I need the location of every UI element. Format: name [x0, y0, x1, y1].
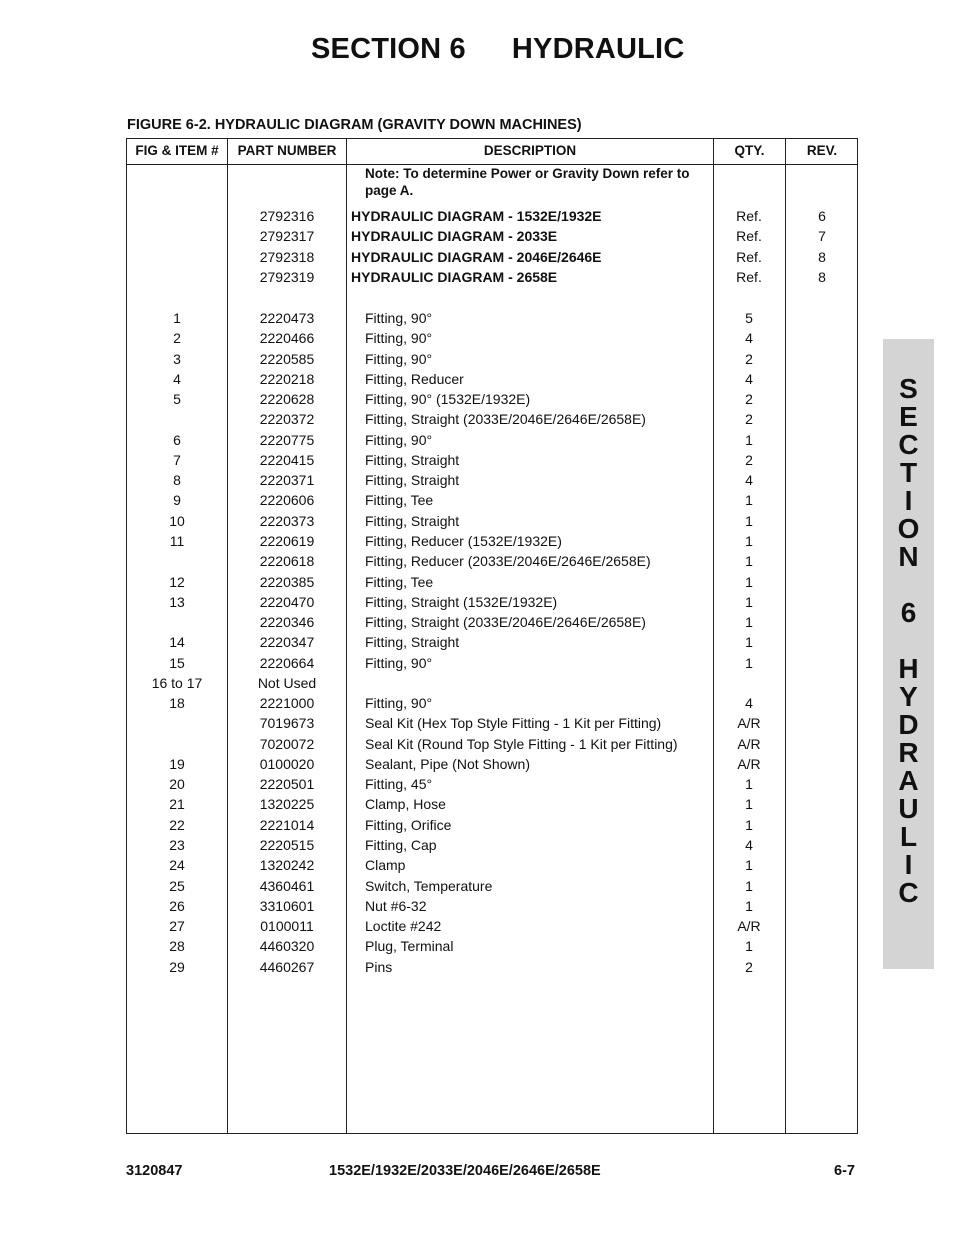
- part-number: 2220385: [259, 573, 315, 590]
- quantity: 4: [745, 472, 753, 489]
- quantity: 1: [745, 573, 753, 590]
- table-row: [127, 429, 857, 449]
- description: Fitting, Orifice: [365, 816, 452, 833]
- description: Fitting, 90°: [365, 310, 433, 327]
- item-number: 2: [173, 330, 181, 347]
- side-tab-letter: H: [898, 653, 919, 684]
- table-row: [127, 652, 857, 672]
- description: HYDRAULIC DIAGRAM - 2033E: [351, 228, 558, 245]
- description: Fitting, 90° (1532E/1932E): [365, 391, 531, 408]
- part-number: 7020072: [259, 735, 315, 752]
- part-number: 2792319: [259, 268, 315, 285]
- side-tab-letter: C: [898, 877, 919, 908]
- table-row: [127, 408, 857, 428]
- revision: 8: [818, 268, 826, 285]
- side-tab-letter: S: [899, 373, 918, 404]
- table-row: [127, 814, 857, 834]
- section-heading: [311, 33, 684, 66]
- side-tab-letter: A: [898, 765, 919, 796]
- quantity: 1: [745, 816, 753, 833]
- description: Fitting, 90°: [365, 330, 433, 347]
- part-number: 2220515: [259, 836, 315, 853]
- table-row: [127, 510, 857, 530]
- part-number: 2792316: [259, 208, 315, 224]
- item-number: 10: [169, 512, 185, 529]
- table-row: [127, 834, 857, 854]
- table-row: [127, 307, 857, 327]
- description: Seal Kit (Round Top Style Fitting - 1 Kit per Fitting): [365, 735, 678, 752]
- item-number: 20: [169, 776, 185, 793]
- part-number: 2220347: [259, 634, 315, 651]
- item-number: 24: [169, 857, 185, 874]
- quantity: 1: [745, 897, 753, 914]
- quantity: 2: [745, 958, 753, 975]
- item-number: 23: [169, 836, 185, 853]
- table-row: [127, 266, 857, 286]
- description: Fitting, Straight (1532E/1932E): [365, 593, 558, 610]
- table-row: [127, 875, 857, 895]
- quantity: 1: [745, 857, 753, 874]
- header-description: DESCRIPTION: [483, 143, 577, 158]
- table-row: [127, 205, 857, 225]
- item-number: 9: [173, 492, 181, 509]
- description: Fitting, Reducer (2033E/2046E/2646E/2658E): [365, 553, 651, 570]
- table-row: [127, 773, 857, 793]
- quantity: A/R: [737, 918, 761, 935]
- side-tab-letter: D: [898, 709, 919, 740]
- description: Fitting, 90°: [365, 350, 433, 367]
- table-row: [127, 854, 857, 874]
- quantity: 1: [745, 877, 753, 894]
- quantity: 1: [745, 654, 753, 671]
- section-name: HYDRAULIC: [511, 33, 685, 65]
- revision: 6: [818, 208, 826, 224]
- page-number: 6-7: [834, 1163, 855, 1179]
- revision: 7: [818, 228, 826, 245]
- item-number: 19: [169, 755, 185, 772]
- description: Loctite #242: [365, 918, 442, 935]
- quantity: 2: [745, 391, 753, 408]
- quantity: 2: [745, 451, 753, 468]
- footer-models: 1532E/1932E/2033E/2046E/2646E/2658E: [329, 1163, 601, 1179]
- description: Fitting, 90°: [365, 431, 433, 448]
- quantity: 2: [745, 350, 753, 367]
- quantity: 4: [745, 370, 753, 387]
- part-number: 2220618: [259, 553, 315, 570]
- quantity: Ref.: [736, 228, 762, 245]
- description: Fitting, Straight: [365, 472, 460, 489]
- table-row: [127, 571, 857, 591]
- item-number: 6: [173, 431, 181, 448]
- quantity: A/R: [737, 755, 761, 772]
- part-number: 7019673: [259, 715, 315, 732]
- description: HYDRAULIC DIAGRAM - 2658E: [351, 268, 558, 285]
- table-row: [127, 631, 857, 651]
- table-row: [127, 793, 857, 813]
- header-qty: QTY.: [734, 143, 765, 158]
- quantity: 4: [745, 836, 753, 853]
- description: Fitting, Straight (2033E/2046E/2646E/2658E): [365, 614, 646, 631]
- item-number: 25: [169, 877, 185, 894]
- table-row: [127, 530, 857, 550]
- header-part-number: PART NUMBER: [237, 143, 337, 158]
- part-number: 2220619: [259, 532, 315, 549]
- table-row: [127, 672, 857, 692]
- quantity: Ref.: [736, 248, 762, 265]
- parts-table: [126, 138, 858, 1134]
- description: Nut #6-32: [365, 897, 427, 914]
- part-number: 2792318: [259, 248, 315, 265]
- quantity: 4: [745, 330, 753, 347]
- item-number: 3: [173, 350, 181, 367]
- quantity: 5: [745, 310, 753, 327]
- item-number: 14: [169, 634, 185, 651]
- table-row: [127, 550, 857, 570]
- item-number: 8: [173, 472, 181, 489]
- table-row: [127, 611, 857, 631]
- item-number: 11: [169, 532, 185, 549]
- part-number: 2220466: [259, 330, 315, 347]
- part-number: 4360461: [259, 877, 315, 894]
- part-number: 0100020: [259, 755, 315, 772]
- table-row: [127, 388, 857, 408]
- description: Fitting, 90°: [365, 654, 433, 671]
- header-rev: REV.: [806, 143, 838, 158]
- part-number: 2220664: [259, 654, 315, 671]
- item-number: 12: [169, 573, 185, 590]
- side-tab-letter: O: [897, 513, 920, 544]
- quantity: 1: [745, 593, 753, 610]
- table-row: [127, 469, 857, 489]
- quantity: Ref.: [736, 208, 762, 224]
- table-row: [127, 489, 857, 509]
- side-tab-letter: C: [898, 429, 919, 460]
- table-row: [127, 895, 857, 915]
- part-number: 4460320: [259, 938, 315, 955]
- header-fig-item: FIG & ITEM #: [135, 143, 219, 158]
- quantity: 1: [745, 431, 753, 448]
- row-spacer: [127, 286, 857, 307]
- part-number: 2221014: [259, 816, 315, 833]
- part-number: 2220218: [259, 370, 315, 387]
- side-tab-letter: N: [898, 541, 919, 572]
- quantity: 1: [745, 512, 753, 529]
- description: HYDRAULIC DIAGRAM - 1532E/1932E: [351, 208, 602, 224]
- part-number: 2220585: [259, 350, 315, 367]
- part-number: 2220775: [259, 431, 315, 448]
- description: HYDRAULIC DIAGRAM - 2046E/2646E: [351, 248, 602, 265]
- section-side-tab: [883, 339, 934, 969]
- part-number: 1320242: [259, 857, 315, 874]
- figure-title: FIGURE 6-2. HYDRAULIC DIAGRAM (GRAVITY DOWN MACHINES): [127, 117, 582, 133]
- quantity: A/R: [737, 735, 761, 752]
- item-number: 1: [173, 310, 181, 327]
- quantity: Ref.: [736, 268, 762, 285]
- quantity: 1: [745, 938, 753, 955]
- table-row: [127, 692, 857, 712]
- part-number: 2220606: [259, 492, 315, 509]
- part-number: Not Used: [257, 674, 317, 691]
- description: Fitting, Tee: [365, 573, 434, 590]
- table-row: [127, 733, 857, 753]
- quantity: 1: [745, 776, 753, 793]
- description: Fitting, Straight: [365, 512, 460, 529]
- section-label: SECTION 6: [311, 33, 466, 65]
- part-number: 4460267: [259, 958, 315, 975]
- item-number: 5: [173, 391, 181, 408]
- item-number: 22: [169, 816, 185, 833]
- part-number: 2220346: [259, 614, 315, 631]
- table-row: [127, 935, 857, 955]
- item-number: 7: [173, 451, 181, 468]
- side-tab-letter: T: [899, 457, 918, 488]
- table-row: [127, 449, 857, 469]
- side-tab-letter: 6: [900, 597, 917, 628]
- part-number: 2792317: [259, 228, 315, 245]
- item-number: 21: [169, 796, 185, 813]
- side-tab-letter: E: [899, 401, 918, 432]
- description: Fitting, Tee: [365, 492, 434, 509]
- quantity: 1: [745, 532, 753, 549]
- document-number: 3120847: [126, 1163, 183, 1179]
- side-tab-letter: R: [898, 737, 919, 768]
- description: Fitting, Cap: [365, 836, 437, 853]
- item-number: 18: [169, 695, 185, 712]
- revision: 8: [818, 248, 826, 265]
- table-row: [127, 712, 857, 732]
- side-tab-letter: I: [904, 485, 913, 516]
- quantity: 1: [745, 553, 753, 570]
- table-row: [127, 246, 857, 266]
- description: Fitting, Straight: [365, 451, 460, 468]
- table-row: [127, 591, 857, 611]
- part-number: 2220415: [259, 451, 315, 468]
- note-text: Note: To determine Power or Gravity Down refer to page A.: [365, 166, 690, 198]
- description: Fitting, 90°: [365, 695, 433, 712]
- side-tab-letter: I: [904, 849, 913, 880]
- part-number: 2220473: [259, 310, 315, 327]
- part-number: 2220501: [259, 776, 315, 793]
- part-number: 1320225: [259, 796, 315, 813]
- part-number: 2220628: [259, 391, 315, 408]
- table-row: [127, 225, 857, 245]
- table-row: [127, 753, 857, 773]
- part-number: 2220373: [259, 512, 315, 529]
- quantity: 1: [745, 796, 753, 813]
- description: Fitting, Straight: [365, 634, 460, 651]
- description: Fitting, Straight (2033E/2046E/2646E/2658E): [365, 411, 646, 428]
- part-number: 2220371: [259, 472, 315, 489]
- table-row: [127, 956, 857, 976]
- part-number: 3310601: [259, 897, 315, 914]
- item-number: 4: [173, 370, 181, 387]
- quantity: 1: [745, 492, 753, 509]
- description: Fitting, 45°: [365, 776, 433, 793]
- description: Pins: [365, 958, 393, 975]
- description: Clamp, Hose: [365, 796, 446, 813]
- table-row: [127, 915, 857, 935]
- table-row: [127, 348, 857, 368]
- part-number: 2220372: [259, 411, 315, 428]
- item-number: 15: [169, 654, 185, 671]
- part-number: 2220470: [259, 593, 315, 610]
- side-tab-letter: L: [899, 821, 918, 852]
- description: Sealant, Pipe (Not Shown): [365, 755, 530, 772]
- item-number: 27: [169, 918, 185, 935]
- side-tab-letter: U: [898, 793, 919, 824]
- item-number: 13: [169, 593, 185, 610]
- item-number: 29: [169, 958, 185, 975]
- table-row: [127, 368, 857, 388]
- part-number: 0100011: [260, 918, 314, 935]
- item-number: 28: [169, 938, 185, 955]
- description: Clamp: [365, 857, 406, 874]
- item-number: 16 to 17: [151, 674, 203, 691]
- quantity: 4: [745, 695, 753, 712]
- description: Fitting, Reducer (1532E/1932E): [365, 532, 562, 549]
- quantity: 1: [745, 614, 753, 631]
- part-number: 2221000: [259, 695, 315, 712]
- quantity: A/R: [737, 715, 761, 732]
- table-row: [127, 327, 857, 347]
- description: Switch, Temperature: [365, 877, 493, 894]
- description: Fitting, Reducer: [365, 370, 464, 387]
- description: Seal Kit (Hex Top Style Fitting - 1 Kit per Fitting): [365, 715, 662, 732]
- item-number: 26: [169, 897, 185, 914]
- quantity: 2: [745, 411, 753, 428]
- table-body: [127, 165, 857, 976]
- side-tab-letter: Y: [899, 681, 918, 712]
- note-row: [127, 165, 857, 205]
- description: Plug, Terminal: [365, 938, 454, 955]
- quantity: 1: [745, 634, 753, 651]
